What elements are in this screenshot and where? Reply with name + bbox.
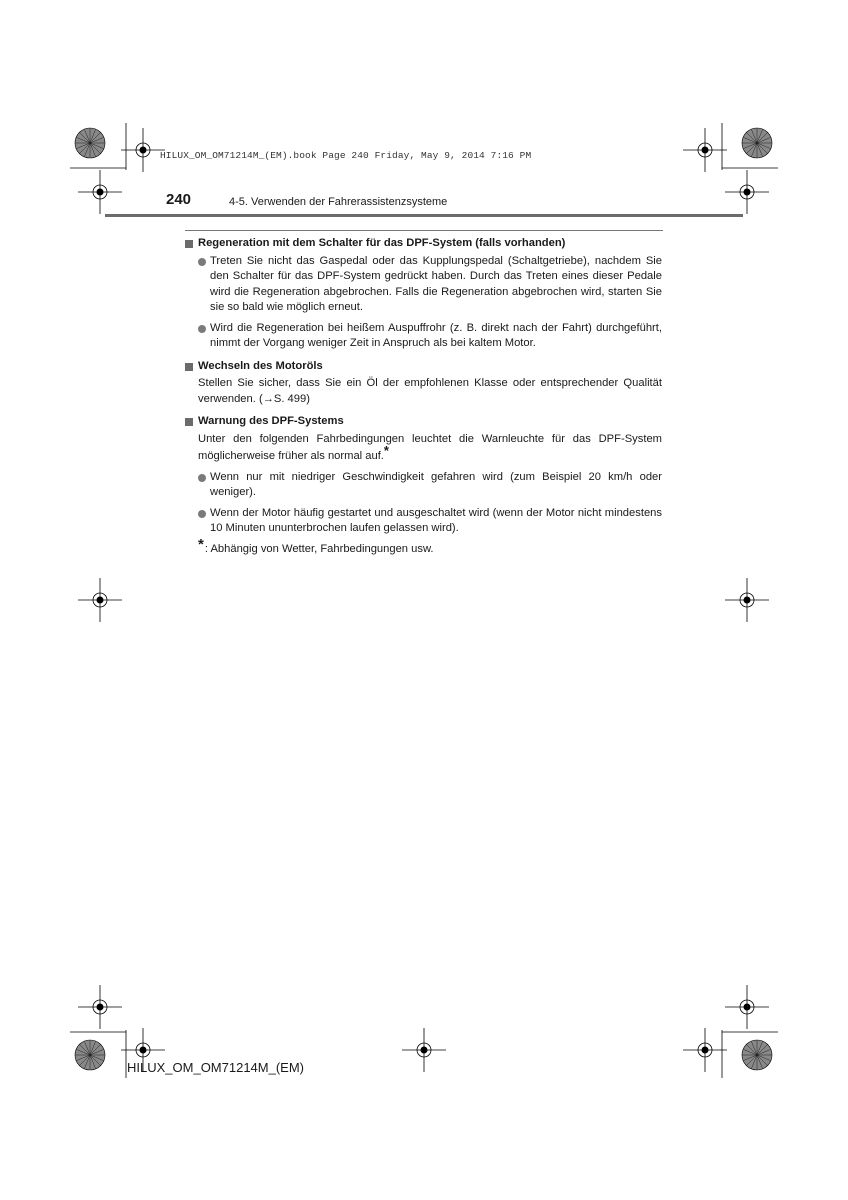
section-paragraph: Unter den folgenden Fahrbedingungen leuchtet die Warnleuchte für das DPF-System möglicherweise früher als normal auf.*: [198, 432, 662, 462]
registration-star-icon: [75, 128, 105, 158]
section-oil-change: [185, 359, 662, 408]
print-info: HILUX_OM_OM71214M_(EM).book Page 240 Friday, May 9, 2014 7:16 PM: [160, 150, 532, 161]
registration-star-icon: [742, 128, 772, 158]
footnote-marker: *: [198, 535, 204, 553]
content-rule: [185, 230, 663, 231]
registration-mark-icon: [78, 170, 122, 214]
section-dpf-regeneration: [185, 236, 662, 352]
registration-mark-icon: [78, 985, 122, 1029]
registration-star-icon: [742, 1040, 772, 1070]
page-content: [185, 236, 662, 564]
page-number: 240: [166, 191, 192, 208]
circle-bullet-icon: [198, 510, 206, 518]
list-item: Wenn der Motor häufig gestartet und ausgeschaltet wird (wenn der Motor nicht mindestens 10 Minuten ununterbrochen laufen gelassen wird).: [198, 506, 662, 537]
registration-star-icon: [75, 1040, 105, 1070]
circle-bullet-icon: [198, 258, 206, 266]
registration-mark-icon: [402, 1028, 446, 1072]
circle-bullet-icon: [198, 325, 206, 333]
section-dpf-warning: [185, 414, 662, 557]
registration-mark-icon: [121, 128, 165, 172]
registration-mark-icon: [725, 985, 769, 1029]
registration-mark-icon: [725, 170, 769, 214]
header-rule: [105, 214, 743, 217]
footer-code: HILUX_OM_OM71214M_(EM): [127, 1060, 304, 1075]
footnote: [198, 535, 662, 558]
registration-mark-icon: [78, 578, 122, 622]
section-paragraph: Stellen Sie sicher, dass Sie ein Öl der empfohlenen Klasse oder entsprechender Qualität verwenden. (→S. 499): [198, 377, 662, 405]
square-bullet-icon: [185, 240, 193, 248]
registration-mark-icon: [725, 578, 769, 622]
section-heading: Regeneration mit dem Schalter für das DPF-System (falls vorhanden): [198, 237, 566, 249]
circle-bullet-icon: [198, 474, 206, 482]
registration-mark-icon: [683, 128, 727, 172]
registration-mark-icon: [683, 1028, 727, 1072]
footnote-marker: *: [383, 443, 389, 458]
list-item: Treten Sie nicht das Gaspedal oder das Kupplungspedal (Schaltgetriebe), nachdem Sie den Schalter für das DPF-System gedrückt haben. Durch das Treten eines dieser Pedale wird die Regeneration abgebrochen. Falls die Regeneration abgebrochen wird, starten Sie sie so bald wie möglich erneut.: [198, 254, 662, 316]
list-item: Wenn nur mit niedriger Geschwindigkeit gefahren wird (zum Beispiel 20 km/h oder weniger).: [198, 470, 662, 501]
square-bullet-icon: [185, 363, 193, 371]
square-bullet-icon: [185, 418, 193, 426]
list-item: Wird die Regeneration bei heißem Auspuffrohr (z. B. direkt nach der Fahrt) durchgeführt, nimmt der Vorgang weniger Zeit in Anspruch als bei kaltem Motor.: [198, 321, 662, 352]
footnote-text: : Abhängig von Wetter, Fahrbedingungen usw.: [204, 542, 434, 555]
section-title: 4-5. Verwenden der Fahrerassistenzsysteme: [229, 196, 448, 208]
section-heading: Wechseln des Motoröls: [198, 359, 323, 372]
section-heading: Warnung des DPF-Systems: [198, 415, 344, 427]
